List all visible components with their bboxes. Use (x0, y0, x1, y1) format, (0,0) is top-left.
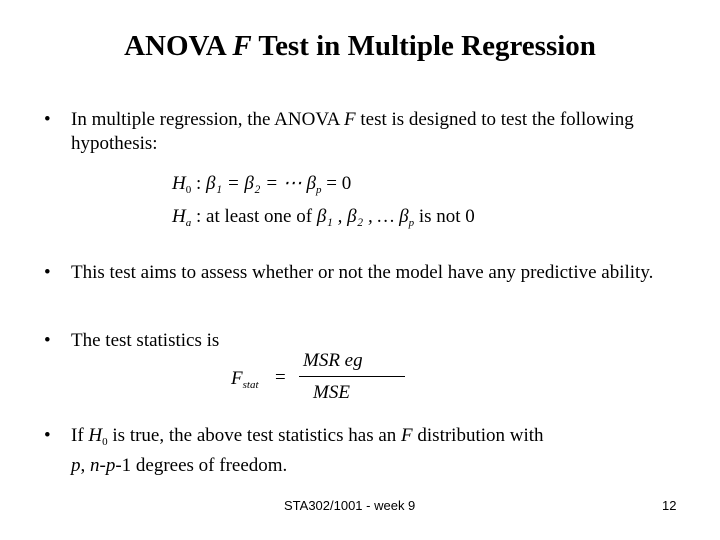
formula-numerator: MSR eg (303, 350, 363, 371)
bullet-1 (44, 108, 684, 156)
title-prefix: ANOVA (124, 30, 233, 62)
bullet-marker: • (44, 262, 51, 283)
ha-betas: β₁ , β₂ , … β (316, 206, 409, 227)
bullet-1-text (71, 108, 684, 156)
alternative-hypothesis (172, 206, 475, 229)
bullet-marker: • (44, 425, 51, 446)
bullet-4-text-a: If (71, 425, 89, 446)
h0-p-sub: p (316, 184, 322, 196)
bullet-1-italic: F (344, 109, 356, 130)
bullet-4-dof: 1 degrees of freedom. (121, 455, 288, 476)
bullet-3 (44, 329, 684, 353)
h0-expression: β₁ = β₂ = ⋯ β (206, 173, 317, 194)
ha-p-sub: p (408, 217, 415, 229)
null-hypothesis (172, 172, 351, 196)
bullet-4-text (71, 424, 684, 478)
bullet-4-comma: , (80, 455, 90, 476)
slide-title (0, 30, 720, 63)
ha-tail: is not 0 (414, 206, 475, 227)
footer-course: STA302/1001 - week 9 (284, 498, 416, 513)
bullet-4-italic: F (401, 425, 413, 446)
bullet-2 (44, 261, 684, 285)
bullet-4-p: p (71, 455, 81, 476)
bullet-4 (44, 424, 684, 478)
h0-tail: = 0 (321, 173, 352, 194)
formula-denominator: MSE (313, 382, 350, 403)
ha-text: : at least one of (191, 206, 317, 227)
title-suffix: Test in Multiple Regression (251, 30, 596, 62)
bullet-3-text: The test statistics is (71, 330, 220, 351)
page-number: 12 (662, 498, 677, 513)
bullet-2-text: This test aims to assess whether or not the model have any predictive ability. (71, 262, 654, 283)
formula-f: F (231, 368, 243, 389)
bullet-1-text-a: In multiple regression, the ANOVA (71, 109, 345, 130)
bullet-4-h-sub: 0 (102, 436, 108, 448)
bullet-4-text-b: is true, the above test statistics has an (107, 425, 402, 446)
bullet-4-npm: n-p- (90, 455, 122, 476)
title-italic: F (232, 30, 252, 62)
bullet-1-text-b: test is designed to test the following hypothesis: (71, 109, 634, 154)
h0-colon: : (191, 173, 207, 194)
ha-sub: a (185, 217, 192, 229)
ha-letter: H (172, 206, 186, 227)
fraction-bar (299, 376, 405, 377)
formula-lhs (231, 368, 259, 391)
bullet-4-text-c: distribution with (412, 425, 544, 446)
bullet-marker: • (44, 330, 51, 351)
formula-stat-sub: stat (242, 379, 259, 391)
bullet-marker: • (44, 109, 51, 130)
h0-letter: H (172, 173, 186, 194)
h0-sub: 0 (185, 184, 192, 196)
formula-equals: = (275, 367, 286, 388)
bullet-4-h: H (88, 425, 103, 446)
